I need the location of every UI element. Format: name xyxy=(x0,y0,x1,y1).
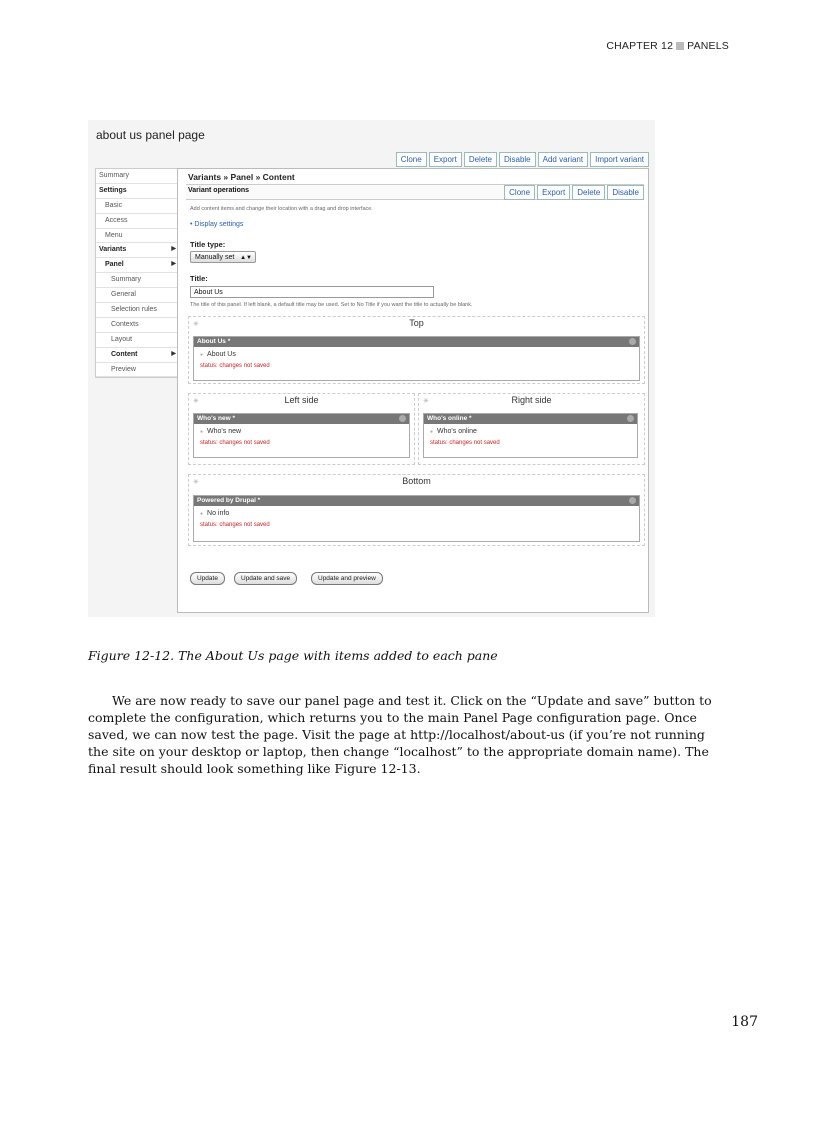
pane-item-label: About Us xyxy=(207,351,236,358)
variant-clone-button[interactable]: Clone xyxy=(504,185,535,200)
sidebar-item-menu[interactable]: Menu xyxy=(96,229,180,244)
pane-gear-icon[interactable] xyxy=(627,415,634,422)
content-description: Add content items and change their location with a drag and drop interface. xyxy=(190,206,373,212)
display-settings-label: Display settings xyxy=(194,221,244,228)
pane-content-item xyxy=(200,510,229,517)
pane-powered-by-drupal xyxy=(193,495,640,542)
variant-export-button[interactable]: Export xyxy=(537,185,570,200)
expand-arrow-icon: ▶ xyxy=(171,350,176,357)
pane-content-item xyxy=(200,351,236,358)
export-button[interactable]: Export xyxy=(429,152,462,167)
pane-gear-icon[interactable] xyxy=(629,497,636,504)
variant-delete-button[interactable]: Delete xyxy=(572,185,605,200)
add-variant-button[interactable]: Add variant xyxy=(538,152,588,167)
variant-disable-button[interactable]: Disable xyxy=(607,185,644,200)
region-settings-icon[interactable]: ✳ xyxy=(193,478,199,486)
page-number: 187 xyxy=(731,1014,758,1030)
pane-about-us xyxy=(193,336,640,381)
pane-whos-new xyxy=(193,413,410,458)
pane-status: status: changes not saved xyxy=(200,363,270,369)
pane-header[interactable] xyxy=(424,414,637,424)
pane-status: status: changes not saved xyxy=(200,440,270,446)
pane-header[interactable] xyxy=(194,414,409,424)
select-caret-icon: ▲▼ xyxy=(240,255,252,261)
title-type-value: Manually set xyxy=(195,254,235,261)
sidebar-item-preview[interactable]: Preview xyxy=(96,363,180,378)
region-right xyxy=(418,393,645,465)
region-settings-icon[interactable]: ✳ xyxy=(193,320,199,328)
update-and-preview-button[interactable]: Update and preview xyxy=(311,572,383,585)
expand-arrow-icon: ▶ xyxy=(171,246,176,253)
chapter-title: PANELS xyxy=(687,40,729,52)
sidebar-item-settings[interactable]: Settings xyxy=(96,184,180,199)
figure-caption: Figure 12-12. The About Us page with items added to each pane xyxy=(88,648,498,663)
pane-status: status: changes not saved xyxy=(200,522,270,528)
disable-button[interactable]: Disable xyxy=(499,152,536,167)
separator-square xyxy=(676,42,684,50)
region-settings-icon[interactable]: ✳ xyxy=(193,397,199,405)
body-text xyxy=(88,692,728,777)
pane-gear-icon[interactable] xyxy=(399,415,406,422)
display-settings-link[interactable] xyxy=(190,221,243,228)
sidebar-item-panel[interactable] xyxy=(96,258,180,273)
sidebar-item-selection-rules[interactable]: Selection rules xyxy=(96,303,180,318)
pane-item-label: Who's new xyxy=(207,428,242,435)
region-bottom xyxy=(188,474,645,546)
update-and-save-button[interactable]: Update and save xyxy=(234,572,297,585)
title-help-text: The title of this panel. If left blank, a default title may be used. Set to No Title if you want the title to actually be blank. xyxy=(190,302,473,308)
delete-button[interactable]: Delete xyxy=(464,152,497,167)
pane-title: Powered by Drupal * xyxy=(197,497,261,504)
pane-title: Who's online * xyxy=(427,415,472,422)
breadcrumb: Variants » Panel » Content xyxy=(188,172,295,182)
pane-content-item xyxy=(200,428,241,435)
sidebar-item-summary[interactable]: Summary xyxy=(96,169,180,184)
pane-item-label: No info xyxy=(207,510,230,517)
pane-status: status: changes not saved xyxy=(430,440,500,446)
clone-button[interactable]: Clone xyxy=(396,152,427,167)
region-top xyxy=(188,316,645,384)
variant-operations-bar xyxy=(186,184,644,200)
pane-header[interactable] xyxy=(194,337,639,347)
drag-handle-icon[interactable]: ● xyxy=(430,429,434,435)
title-label: Title: xyxy=(190,274,208,283)
title-type-select[interactable] xyxy=(190,251,256,263)
variant-operations-label: Variant operations xyxy=(188,187,250,194)
bullet-icon: • xyxy=(190,221,195,228)
pane-header[interactable] xyxy=(194,496,639,506)
top-operations xyxy=(394,152,649,167)
chapter-label: CHAPTER 12 xyxy=(606,40,674,52)
sidebar-nav xyxy=(95,168,181,378)
pane-title: Who's new * xyxy=(197,415,236,422)
region-right-title: Right side xyxy=(511,395,552,405)
region-left xyxy=(188,393,415,465)
sidebar-item-content[interactable] xyxy=(96,348,180,363)
sidebar-item-access[interactable]: Access xyxy=(96,214,180,229)
drag-handle-icon[interactable]: ● xyxy=(200,429,204,435)
running-head xyxy=(606,40,729,52)
body-paragraph: We are now ready to save our panel page and test it. Click on the “Update and save” button to complete the configuration, which returns you to the main Panel Page configuration page. Once saved, we can now test the page. Visit the page at http://localhost/about-us (if you’re not running the site on your desktop or laptop, then change “localhost” to the appropriate domain name). The final result should look something like Figure 12-13. xyxy=(88,693,712,776)
pane-title: About Us * xyxy=(197,338,231,345)
drag-handle-icon[interactable]: ● xyxy=(200,352,204,358)
sidebar-content-label: Content xyxy=(111,350,138,358)
title-input[interactable]: About Us xyxy=(190,286,434,298)
sidebar-variants-label: Variants xyxy=(99,246,127,254)
sidebar-panel-label: Panel xyxy=(105,261,124,269)
sidebar-item-variants[interactable] xyxy=(96,243,180,258)
update-button[interactable]: Update xyxy=(190,572,225,585)
region-left-title: Left side xyxy=(284,395,319,405)
pane-whos-online xyxy=(423,413,638,458)
region-bottom-title: Bottom xyxy=(402,476,431,486)
sidebar-item-variant-summary[interactable]: Summary xyxy=(96,273,180,288)
drag-handle-icon[interactable]: ● xyxy=(200,511,204,517)
region-settings-icon[interactable]: ✳ xyxy=(423,397,429,405)
region-top-title: Top xyxy=(409,318,424,328)
import-variant-button[interactable]: Import variant xyxy=(590,152,649,167)
screenshot-figure xyxy=(88,120,655,617)
sidebar-item-basic[interactable]: Basic xyxy=(96,199,180,214)
sidebar-item-contexts[interactable]: Contexts xyxy=(96,318,180,333)
pane-gear-icon[interactable] xyxy=(629,338,636,345)
page-title: about us panel page xyxy=(96,128,205,142)
expand-arrow-icon: ▶ xyxy=(171,261,176,268)
variant-ops xyxy=(502,185,644,200)
title-type-label: Title type: xyxy=(190,240,226,249)
sidebar-item-general[interactable]: General xyxy=(96,288,180,303)
pane-content-item xyxy=(430,428,477,435)
sidebar-item-layout[interactable]: Layout xyxy=(96,333,180,348)
content-panel xyxy=(177,168,649,613)
pane-item-label: Who's online xyxy=(437,428,477,435)
